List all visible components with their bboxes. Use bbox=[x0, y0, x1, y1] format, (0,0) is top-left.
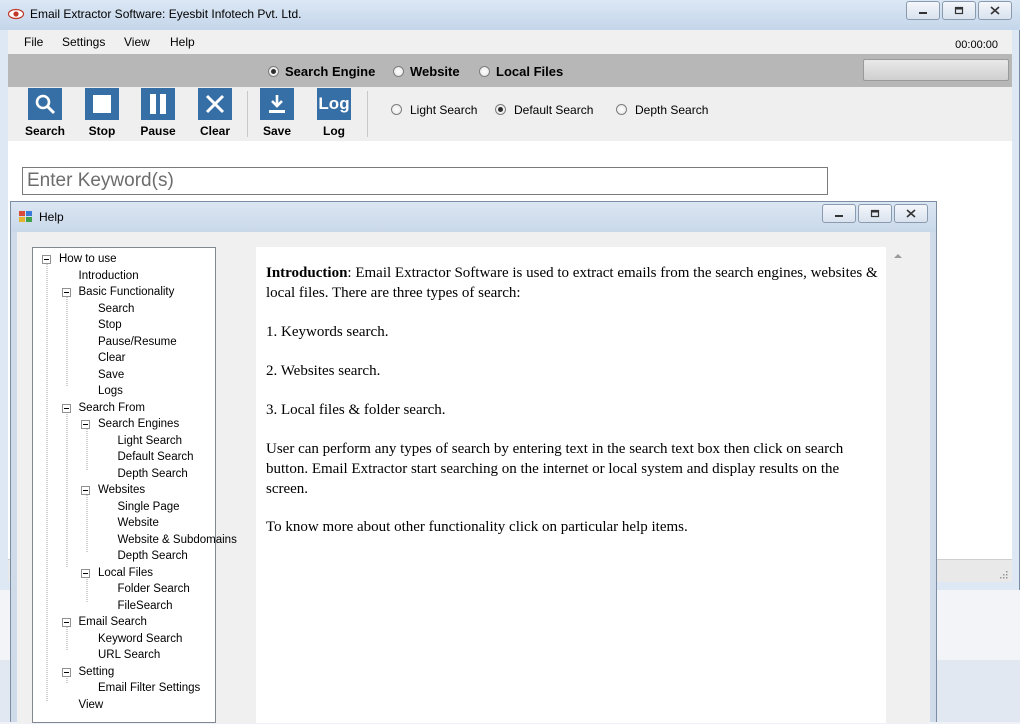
pause-icon bbox=[141, 88, 175, 120]
radio-icon bbox=[391, 104, 402, 115]
tree-item[interactable]: Default Search bbox=[117, 451, 194, 463]
menu-bar bbox=[8, 30, 1012, 54]
save-icon bbox=[260, 88, 294, 120]
search-mode-bar bbox=[8, 54, 1012, 87]
radio-icon bbox=[393, 66, 404, 77]
toolbar-separator bbox=[367, 91, 368, 137]
tree-item[interactable]: Single Page bbox=[117, 500, 180, 513]
help-window bbox=[10, 201, 937, 722]
close-button[interactable] bbox=[978, 1, 1012, 20]
tree-item[interactable]: Email Filter Settings bbox=[98, 682, 201, 694]
help-title-bar bbox=[11, 202, 936, 232]
mode-label: Website bbox=[410, 64, 460, 79]
tree-item[interactable]: Search From bbox=[78, 401, 145, 414]
collapse-toggle-icon[interactable] bbox=[81, 486, 90, 495]
clear-label: Clear bbox=[199, 124, 231, 138]
help-body bbox=[17, 232, 930, 723]
stop-label: Stop bbox=[88, 124, 116, 138]
help-close-button[interactable] bbox=[894, 204, 928, 223]
search-type-label: Light Search bbox=[410, 103, 478, 117]
collapse-toggle-icon[interactable] bbox=[62, 618, 71, 627]
pause-label: Pause bbox=[140, 124, 176, 138]
menu-settings[interactable]: Settings bbox=[62, 35, 106, 49]
search-label: Search bbox=[24, 124, 66, 138]
clear-icon bbox=[198, 88, 232, 120]
collapse-toggle-icon[interactable] bbox=[42, 255, 51, 264]
search-button[interactable] bbox=[23, 88, 67, 138]
collapse-toggle-icon[interactable] bbox=[62, 404, 71, 413]
mode-local-files-option[interactable] bbox=[479, 64, 563, 79]
intro-heading: Introduction bbox=[266, 265, 348, 281]
help-title: Help bbox=[39, 210, 64, 224]
tree-item[interactable]: Pause/Resume bbox=[98, 335, 177, 348]
tree-item[interactable]: Websites bbox=[98, 484, 146, 496]
mode-label: Local Files bbox=[496, 64, 564, 79]
help-document bbox=[256, 247, 886, 723]
menu-help[interactable]: Help bbox=[170, 35, 195, 49]
eye-logo-icon bbox=[8, 8, 24, 20]
log-icon-text: Log bbox=[318, 94, 350, 113]
pause-button[interactable] bbox=[136, 88, 180, 138]
tree-item[interactable]: Search Engines bbox=[98, 418, 180, 430]
more-info-paragraph: To know more about other functionality click on particular help items. bbox=[266, 519, 688, 535]
collapse-toggle-icon[interactable] bbox=[81, 420, 90, 429]
search-type-label: Default Search bbox=[514, 103, 594, 117]
tree-item[interactable]: Stop bbox=[98, 319, 122, 331]
usage-paragraph: User can perform any types of search by entering text in the search text box then click on search button. Email Extractor start searching on the internet or local system and display results on the screen. bbox=[266, 441, 844, 497]
tree-item[interactable]: Depth Search bbox=[117, 467, 188, 480]
close-icon bbox=[906, 209, 916, 218]
help-minimize-button[interactable] bbox=[822, 204, 856, 223]
tree-item[interactable]: Keyword Search bbox=[98, 632, 183, 645]
tree-item[interactable]: Basic Functionality bbox=[78, 286, 175, 298]
tree-item[interactable]: Light Search bbox=[117, 434, 183, 447]
tree-item[interactable]: Email Search bbox=[78, 616, 147, 628]
title-bar bbox=[0, 0, 1020, 30]
search-type-label: Depth Search bbox=[635, 103, 709, 117]
help-restore-button[interactable] bbox=[858, 204, 892, 223]
tree-item[interactable]: URL Search bbox=[98, 649, 161, 661]
mode-website-option[interactable] bbox=[393, 64, 460, 79]
collapse-toggle-icon[interactable] bbox=[62, 288, 71, 297]
tree-item[interactable]: Introduction bbox=[78, 269, 139, 282]
window-title: Email Extractor Software: Eyesbit Infotech Pvt. Ltd. bbox=[30, 7, 302, 21]
radio-selected-icon bbox=[268, 66, 279, 77]
tree-item[interactable]: Depth Search bbox=[117, 550, 188, 562]
radio-icon bbox=[616, 104, 627, 115]
minimize-button[interactable] bbox=[906, 1, 940, 20]
help-window-icon bbox=[19, 211, 33, 223]
search-type-1: 1. Keywords search. bbox=[266, 324, 389, 340]
help-window-controls bbox=[822, 204, 928, 223]
minimize-icon bbox=[918, 7, 928, 15]
menu-file[interactable]: File bbox=[24, 35, 44, 49]
tree-item[interactable]: Clear bbox=[98, 352, 126, 364]
close-icon bbox=[990, 6, 1000, 15]
tree-item[interactable]: Website & Subdomains bbox=[117, 533, 237, 546]
radio-icon bbox=[479, 66, 490, 77]
minimize-icon bbox=[834, 210, 844, 218]
tree-item[interactable]: Folder Search bbox=[117, 583, 190, 595]
stop-icon bbox=[85, 88, 119, 120]
tree-item[interactable]: Save bbox=[98, 368, 125, 381]
save-label: Save bbox=[262, 124, 292, 138]
search-icon bbox=[28, 88, 62, 120]
log-label: Log bbox=[323, 124, 345, 138]
toolbar bbox=[8, 87, 1012, 141]
tree-item[interactable]: Setting bbox=[78, 665, 115, 678]
log-button[interactable] bbox=[312, 88, 356, 138]
clear-button[interactable] bbox=[193, 88, 237, 138]
window-controls bbox=[906, 1, 1012, 20]
help-scrollbar[interactable] bbox=[888, 247, 908, 723]
toolbar-separator bbox=[247, 91, 248, 137]
tree-item[interactable]: How to use bbox=[59, 253, 117, 265]
help-topic-tree bbox=[32, 247, 237, 723]
mode-search-engine-option[interactable] bbox=[268, 64, 375, 79]
intro-text: : Email Extractor Software is used to extract emails from the search engines, websites & local files. There are three types of search: bbox=[266, 265, 878, 301]
progress-bar bbox=[863, 59, 1009, 81]
keyword-input[interactable] bbox=[22, 167, 828, 195]
tree-item[interactable]: FileSearch bbox=[117, 599, 173, 612]
save-button[interactable] bbox=[255, 88, 299, 138]
tree-item[interactable]: Website bbox=[117, 517, 159, 529]
restore-button[interactable] bbox=[942, 1, 976, 20]
scroll-up-icon[interactable] bbox=[894, 254, 902, 258]
elapsed-timer: 00:00:00 bbox=[955, 39, 998, 51]
depth-search-option[interactable] bbox=[616, 103, 708, 117]
stop-button[interactable] bbox=[80, 88, 124, 138]
radio-selected-icon bbox=[495, 104, 506, 115]
resize-grip-icon[interactable] bbox=[998, 569, 1008, 579]
restore-icon bbox=[954, 6, 964, 15]
light-search-option[interactable] bbox=[391, 103, 477, 117]
intro-paragraph bbox=[266, 263, 881, 303]
tree-item[interactable]: Logs bbox=[98, 385, 123, 397]
search-type-2: 2. Websites search. bbox=[266, 363, 381, 379]
mode-label: Search Engine bbox=[285, 64, 376, 79]
tree-item[interactable]: Search bbox=[98, 302, 135, 315]
log-icon bbox=[317, 88, 351, 120]
tree-item[interactable]: View bbox=[78, 698, 104, 711]
default-search-option[interactable] bbox=[495, 103, 593, 117]
collapse-toggle-icon[interactable] bbox=[81, 569, 90, 578]
menu-view[interactable]: View bbox=[124, 35, 150, 49]
tree-item[interactable]: Local Files bbox=[98, 566, 153, 579]
restore-icon bbox=[870, 209, 880, 218]
collapse-toggle-icon[interactable] bbox=[62, 668, 71, 677]
search-type-3: 3. Local files & folder search. bbox=[266, 402, 446, 418]
